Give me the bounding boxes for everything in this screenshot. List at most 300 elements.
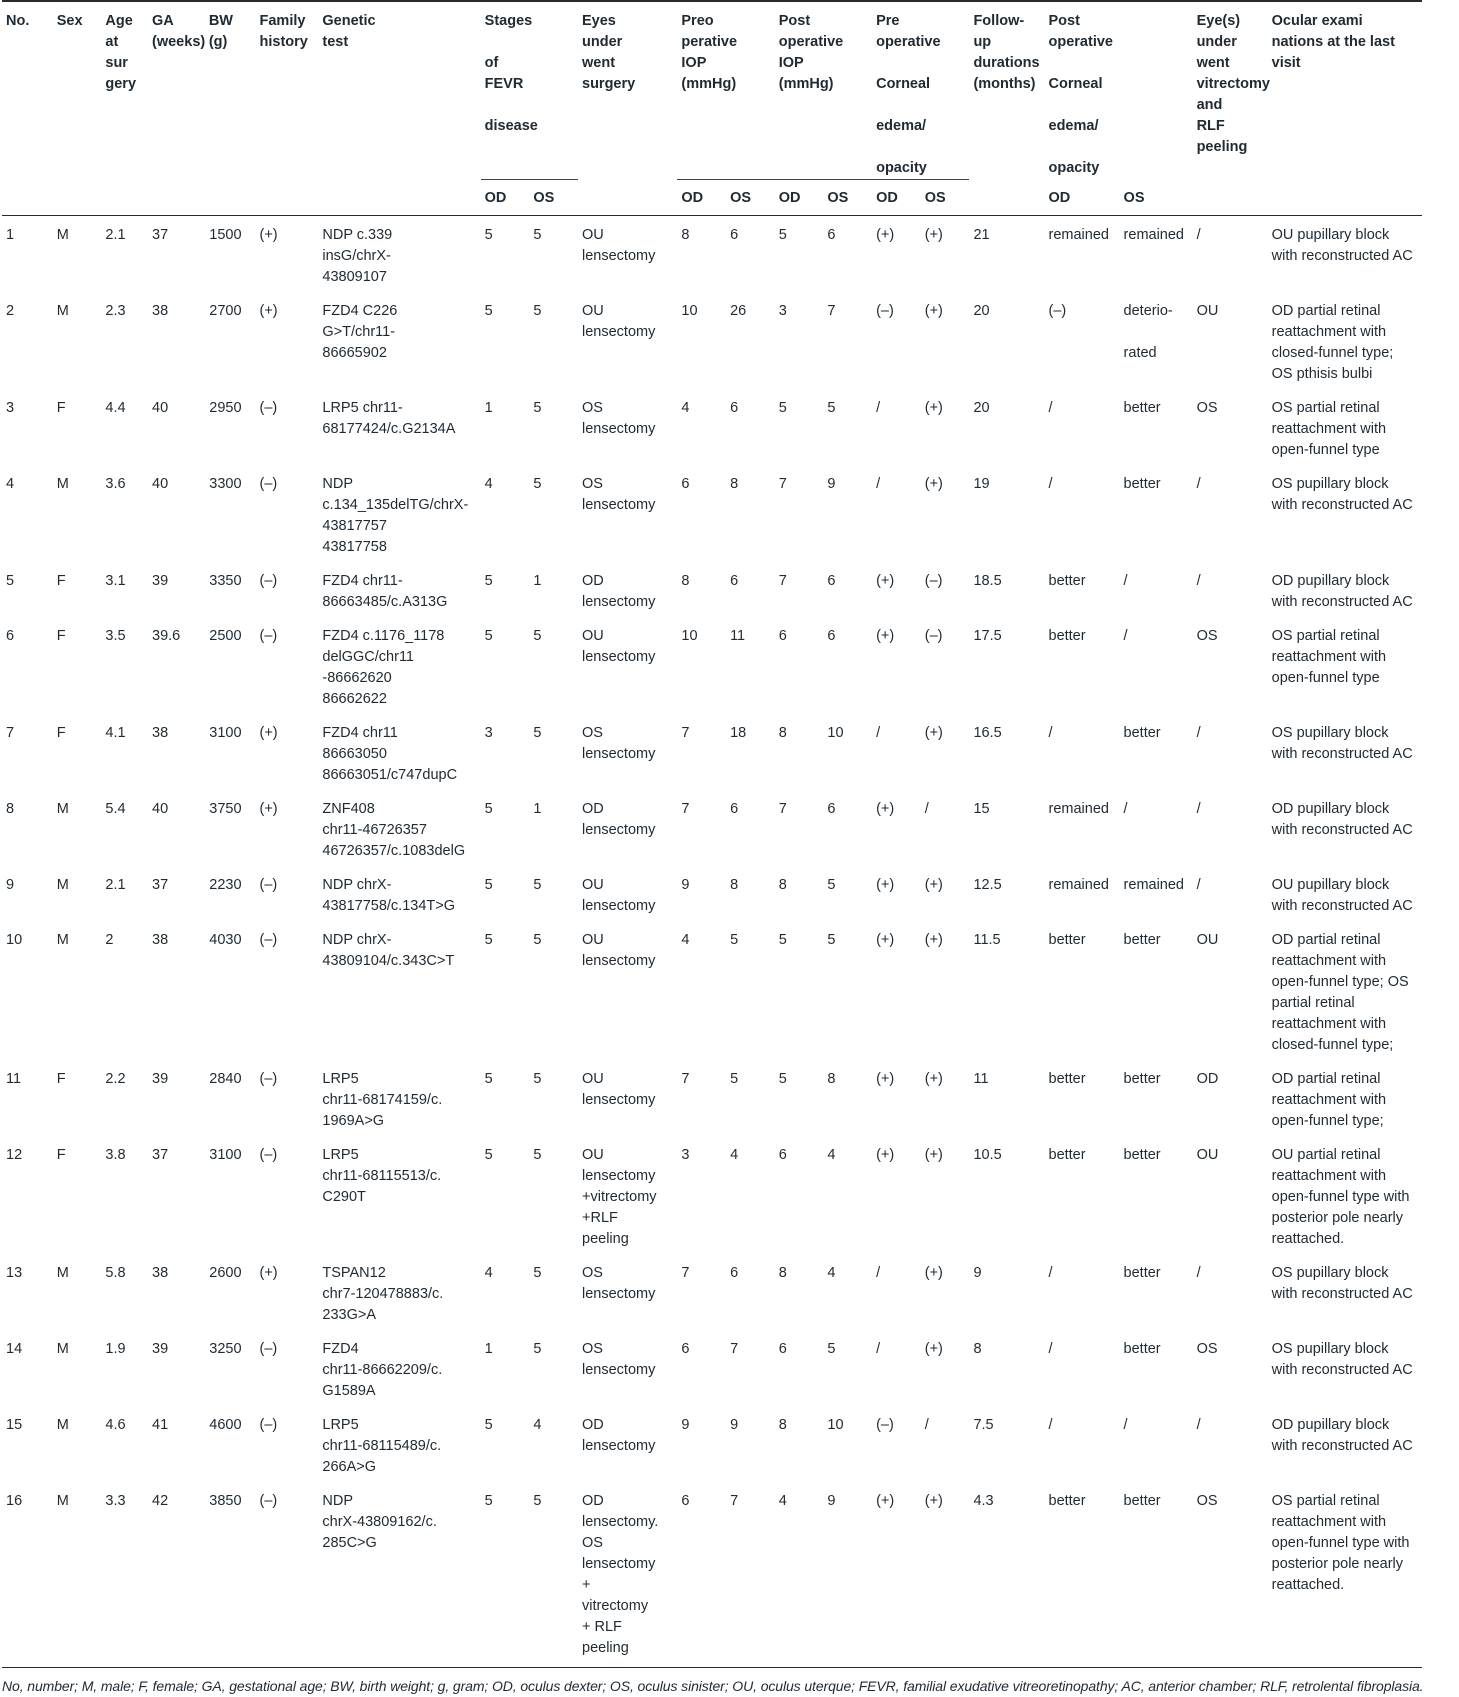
cell-no: 10 <box>6 932 23 948</box>
cell-poc-os: / <box>1123 1417 1128 1433</box>
cell-poc-od: remained <box>1048 227 1109 243</box>
cell-st-od: 3 <box>484 725 493 741</box>
cell-ga: 41 <box>152 1417 169 1433</box>
cell-ocu: OD pupillary block with reconstructed AC <box>1271 801 1413 838</box>
cell-poc-os: better <box>1123 725 1161 741</box>
cell-poc-od: / <box>1048 1417 1053 1433</box>
header-preiop: Preo perative IOP (mmHg) <box>677 1 774 180</box>
cell-poc-od: better <box>1048 628 1086 644</box>
table-row <box>2 465 1422 562</box>
cell-fu: 19 <box>973 476 990 492</box>
cell-eyes: OD lensectomy. OS lensectomy + vitrectomy + RLF peeling <box>578 1482 677 1668</box>
header-precorneal: Pre operative Corneal edema/ opacity <box>872 1 969 180</box>
cell-ocu: OD partial retinal reattachment with open-funnel type; OS partial retinal reattachment with closed-funnel type; <box>1271 932 1409 1053</box>
cell-post-od: 6 <box>778 628 787 644</box>
cell-no: 2 <box>6 303 15 319</box>
cell-eyes: OS lensectomy <box>582 1265 656 1302</box>
cell-no: 1 <box>6 227 15 243</box>
cell-post-os: 4 <box>827 1147 836 1163</box>
cell-gen: FZD4 chr11 86663050 86663051/c747dupC <box>322 725 458 783</box>
cell-fu: 11.5 <box>973 932 1001 948</box>
cell-post-os: 4 <box>827 1265 836 1281</box>
cell-gen: NDP chrX- 43817758/c.134T>G <box>322 877 456 914</box>
cell-age: 4.4 <box>105 400 126 416</box>
cell-eyes: OS lensectomy <box>582 1341 656 1378</box>
cell-sex: M <box>56 227 69 243</box>
table-row <box>2 562 1422 617</box>
cell-gen: FZD4 c.1176_1178 delGGC/chr11 -86662620 86662622 <box>322 628 445 707</box>
cell-age: 2.2 <box>105 1071 126 1087</box>
cell-ocu: OU pupillary block with reconstructed AC <box>1271 877 1413 914</box>
patient-table <box>2 0 1422 1668</box>
table-row <box>2 866 1422 921</box>
cell-pre-od: 7 <box>681 1265 690 1281</box>
header-stages-od: OD <box>484 190 507 206</box>
cell-pc-od: / <box>876 400 881 416</box>
cell-vit: OD <box>1196 1071 1219 1087</box>
cell-no: 12 <box>6 1147 23 1163</box>
cell-sex: M <box>56 1417 69 1433</box>
header-stages: Stages of FEVR disease <box>481 1 578 180</box>
cell-vit: / <box>1196 1417 1201 1433</box>
cell-poc-od: better <box>1048 1071 1086 1087</box>
cell-bw: 3100 <box>209 1147 242 1163</box>
cell-sex: M <box>56 303 69 319</box>
cell-ocu: OS partial retinal reattachment with open-funnel type with posterior pole nearly reattached. <box>1268 1482 1422 1668</box>
header-precorneal-od: OD <box>876 190 898 206</box>
cell-sex: M <box>56 877 69 893</box>
cell-fam: (–) <box>259 400 278 416</box>
cell-ga: 38 <box>152 1265 169 1281</box>
cell-no: 11 <box>6 1071 22 1087</box>
cell-st-od: 5 <box>484 1417 493 1433</box>
cell-no: 6 <box>6 628 15 644</box>
cell-bw: 3300 <box>209 476 242 492</box>
cell-pc-os: (+) <box>924 400 943 416</box>
cell-no: 5 <box>6 573 15 589</box>
cell-st-od: 5 <box>484 573 493 589</box>
cell-st-os: 4 <box>533 1417 542 1433</box>
cell-ga: 40 <box>152 801 169 817</box>
cell-eyes: OD lensectomy <box>582 573 656 610</box>
cell-age: 3.8 <box>105 1147 126 1163</box>
header-postcorneal-od: OD <box>1048 189 1071 206</box>
cell-pc-os: (+) <box>924 1265 943 1281</box>
cell-bw: 1500 <box>209 227 242 243</box>
cell-pc-os: (+) <box>921 1482 970 1668</box>
cell-post-os: 8 <box>827 1071 836 1087</box>
cell-sex: F <box>56 1071 66 1087</box>
cell-gen: NDP chrX- 43809104/c.343C>T <box>322 932 455 969</box>
cell-age: 3.3 <box>101 1482 148 1668</box>
cell-poc-od: / <box>1048 1341 1053 1357</box>
table-row <box>2 1482 1422 1668</box>
cell-pc-os: (+) <box>924 1147 943 1163</box>
cell-pre-od: 7 <box>681 801 690 817</box>
cell-bw: 2700 <box>209 303 242 319</box>
header-genetic: Genetic test <box>322 13 376 50</box>
cell-poc-od: better <box>1048 573 1086 589</box>
cell-fu: 17.5 <box>973 628 1002 644</box>
cell-pc-os: (+) <box>924 303 943 319</box>
table-row <box>2 714 1422 790</box>
cell-ga: 40 <box>152 400 169 416</box>
cell-bw: 4600 <box>209 1417 242 1433</box>
cell-bw: 3100 <box>209 725 242 741</box>
header-eyes: Eyes under went surgery <box>582 13 636 92</box>
cell-fu: 11 <box>973 1071 989 1087</box>
cell-vit: / <box>1196 476 1201 492</box>
cell-age: 2 <box>105 932 114 948</box>
cell-bw: 2600 <box>209 1265 242 1281</box>
cell-st-od: 1 <box>484 400 493 416</box>
cell-no: 7 <box>6 725 15 741</box>
cell-sex: F <box>56 573 66 589</box>
cell-bw: 3250 <box>209 1341 242 1357</box>
cell-sex: M <box>56 932 69 948</box>
cell-ocu: OS partial retinal reattachment with open-funnel type <box>1271 628 1387 686</box>
header-postiop-od: OD <box>778 190 801 206</box>
table-row <box>2 1060 1422 1136</box>
cell-ga: 38 <box>152 932 169 948</box>
cell-post-os: 5 <box>827 1341 836 1357</box>
cell-poc-os: better <box>1123 476 1161 492</box>
cell-post-od: 8 <box>778 725 787 741</box>
cell-pc-od: / <box>876 476 881 492</box>
cell-pc-od: (+) <box>876 801 895 817</box>
cell-bw: 2840 <box>209 1071 242 1087</box>
cell-ocu: OU partial retinal reattachment with open-funnel type with posterior pole nearly reattached. <box>1271 1147 1410 1247</box>
cell-st-od: 5 <box>484 303 493 319</box>
cell-bw: 3350 <box>209 573 242 589</box>
cell-pre-os: 6 <box>730 1265 739 1281</box>
cell-post-od: 8 <box>778 1265 787 1281</box>
cell-pre-od: 8 <box>681 227 690 243</box>
cell-gen: FZD4 chr11- 86663485/c.A313G <box>322 573 448 610</box>
cell-st-os: 5 <box>533 932 542 948</box>
header-postiop-os: OS <box>827 190 849 206</box>
cell-pc-od: (+) <box>876 1147 895 1163</box>
cell-sex: F <box>56 725 66 741</box>
cell-eyes: OS lensectomy <box>582 476 656 513</box>
cell-fam: (–) <box>259 628 278 644</box>
cell-eyes: OS lensectomy <box>582 725 656 762</box>
cell-pc-od: (+) <box>876 1071 895 1087</box>
cell-pre-os: 6 <box>730 227 739 243</box>
cell-pc-od: (+) <box>876 227 895 243</box>
cell-sex: M <box>56 801 69 817</box>
cell-poc-os: deterio- rated <box>1123 303 1173 361</box>
cell-post-os: 9 <box>827 476 836 492</box>
cell-pc-od: (+) <box>876 573 895 589</box>
cell-post-od: 6 <box>778 1341 787 1357</box>
cell-poc-od: better <box>1045 1482 1120 1668</box>
cell-fam: (–) <box>259 1341 278 1357</box>
cell-poc-od: / <box>1048 725 1053 741</box>
cell-ga: 39 <box>152 1071 169 1087</box>
cell-post-os: 10 <box>827 1417 844 1433</box>
cell-bw: 4030 <box>209 932 242 948</box>
cell-post-os: 6 <box>827 227 836 243</box>
cell-fu: 20 <box>973 400 990 416</box>
cell-poc-os: / <box>1123 801 1128 817</box>
cell-age: 4.1 <box>105 725 126 741</box>
cell-poc-od: better <box>1048 932 1086 948</box>
cell-age: 2.1 <box>105 877 126 893</box>
table-row <box>2 1136 1422 1254</box>
cell-no: 8 <box>6 801 15 817</box>
cell-ocu: OD pupillary block with reconstructed AC <box>1271 573 1413 610</box>
cell-ocu: OS pupillary block with reconstructed AC <box>1271 725 1413 762</box>
cell-pre-os: 6 <box>730 573 739 589</box>
cell-st-os: 5 <box>533 1071 542 1087</box>
cell-vit: OU <box>1196 1147 1219 1163</box>
cell-poc-os: better <box>1123 1265 1161 1281</box>
cell-pre-os: 5 <box>730 932 739 948</box>
cell-sex: M <box>56 1265 69 1281</box>
cell-st-os: 1 <box>533 573 542 589</box>
cell-fam: (–) <box>259 1147 278 1163</box>
cell-st-os: 5 <box>533 1265 542 1281</box>
cell-ocu: OD partial retinal reattachment with open-funnel type; <box>1271 1071 1387 1129</box>
cell-pre-os: 8 <box>730 476 739 492</box>
cell-bw: 3850 <box>205 1482 256 1668</box>
cell-pre-od: 9 <box>681 1417 690 1433</box>
cell-st-os: 5 <box>533 1341 542 1357</box>
table-footnote: No, number; M, male; F, female; GA, gestational age; BW, birth weight; g, gram; OD, oculus dexter; OS, oculus sinister; OU, oculus uterque; FEVR, familial exudative vitreoretinopathy; AC, anterior chamber; RLF, retrolental fibroplasia. <box>2 1678 1424 1694</box>
cell-fam: (–) <box>259 1071 278 1087</box>
cell-pc-os: (+) <box>924 476 943 492</box>
cell-st-od: 4 <box>484 1265 493 1281</box>
header-precorneal-os: OS <box>924 190 946 206</box>
cell-st-os: 5 <box>533 628 542 644</box>
cell-eyes: OU lensectomy <box>582 1071 656 1108</box>
cell-post-os: 10 <box>827 725 844 741</box>
table-row <box>2 617 1422 714</box>
cell-st-od: 5 <box>484 932 493 948</box>
cell-pc-od: (–) <box>876 303 894 319</box>
cell-post-od: 5 <box>778 400 787 416</box>
header-bw: BW (g) <box>208 13 233 50</box>
cell-poc-os: better <box>1123 400 1161 416</box>
cell-pc-os: / <box>924 1417 929 1433</box>
cell-poc-os: better <box>1120 1482 1193 1668</box>
cell-age: 1.9 <box>105 1341 126 1357</box>
cell-eyes: OU lensectomy <box>582 227 656 264</box>
cell-st-od: 5 <box>484 628 493 644</box>
cell-post-od: 7 <box>778 801 787 817</box>
cell-no: 9 <box>6 877 15 893</box>
cell-poc-od: / <box>1048 400 1053 416</box>
cell-no: 13 <box>6 1265 23 1281</box>
header-vitrectomy: Eye(s) under went vitrectomy and RLF peeling <box>1196 13 1270 155</box>
header-stages-os: OS <box>533 190 555 206</box>
cell-ga: 38 <box>152 725 169 741</box>
cell-vit: OS <box>1196 400 1218 416</box>
cell-age: 5.4 <box>105 801 126 817</box>
cell-age: 3.6 <box>105 476 126 492</box>
table-row <box>2 790 1422 866</box>
table-row <box>2 292 1422 389</box>
cell-sex: M <box>56 1341 69 1357</box>
cell-poc-od: better <box>1048 1147 1086 1163</box>
cell-eyes: OU lensectomy <box>582 932 656 969</box>
cell-fam: (–) <box>259 877 278 893</box>
cell-fam: (–) <box>259 932 278 948</box>
cell-poc-os: / <box>1123 573 1128 589</box>
cell-fam: (+) <box>259 801 278 817</box>
table-row <box>2 1406 1422 1482</box>
cell-pc-od: (+) <box>876 628 895 644</box>
table-header <box>2 1 1422 216</box>
cell-pre-od: 4 <box>681 932 690 948</box>
cell-no: 4 <box>6 476 15 492</box>
cell-gen: ZNF408 chr11-46726357 46726357/c.1083delG <box>322 801 466 859</box>
cell-gen: LRP5 chr11-68174159/c. 1969A>G <box>322 1071 443 1129</box>
cell-eyes: OU lensectomy <box>582 628 656 665</box>
cell-ocu: OD pupillary block with reconstructed AC <box>1271 1417 1413 1454</box>
cell-pre-os: 6 <box>730 801 739 817</box>
cell-poc-od: remained <box>1048 877 1109 893</box>
cell-pre-od: 6 <box>681 476 690 492</box>
cell-post-od: 7 <box>778 476 787 492</box>
cell-poc-os: remained <box>1123 227 1184 243</box>
cell-st-os: 1 <box>533 801 542 817</box>
cell-pre-od: 8 <box>681 573 690 589</box>
cell-st-od: 5 <box>484 877 493 893</box>
cell-ocu: OS pupillary block with reconstructed AC <box>1271 1341 1413 1378</box>
cell-pre-od: 9 <box>681 877 690 893</box>
cell-st-os: 5 <box>533 1147 542 1163</box>
header-ga: GA (weeks) <box>152 13 206 50</box>
cell-pre-os: 8 <box>730 877 739 893</box>
cell-st-os: 5 <box>533 877 542 893</box>
cell-post-od: 8 <box>778 877 787 893</box>
cell-st-od: 4 <box>484 476 493 492</box>
cell-poc-od: remained <box>1048 801 1109 817</box>
cell-age: 3.1 <box>105 573 126 589</box>
cell-age: 2.1 <box>105 227 126 243</box>
cell-post-od: 5 <box>778 1071 787 1087</box>
cell-pre-os: 9 <box>730 1417 739 1433</box>
cell-st-od: 5 <box>484 1147 493 1163</box>
cell-sex: F <box>56 628 66 644</box>
cell-eyes: OD lensectomy <box>582 801 656 838</box>
cell-gen: NDP c.134_135delTG/chrX- 43817757 43817758 <box>322 476 469 555</box>
header-postcorneal: Post operative Corneal edema/ opacity <box>1048 13 1113 176</box>
cell-post-os: 9 <box>823 1482 872 1668</box>
cell-fu: 16.5 <box>973 725 1002 741</box>
cell-fam: (+) <box>259 303 278 319</box>
cell-fu: 20 <box>973 303 990 319</box>
cell-post-os: 7 <box>827 303 836 319</box>
cell-vit: / <box>1196 725 1201 741</box>
cell-gen: FZD4 C226 G>T/chr11- 86665902 <box>322 303 398 361</box>
cell-st-od: 5 <box>481 1482 530 1668</box>
cell-fu: 4.3 <box>969 1482 1044 1668</box>
cell-pre-os: 7 <box>726 1482 775 1668</box>
cell-no: 15 <box>6 1417 23 1433</box>
cell-pc-od: (+) <box>876 877 895 893</box>
cell-pc-os: (+) <box>924 725 943 741</box>
cell-bw: 2950 <box>209 400 242 416</box>
cell-fu: 12.5 <box>973 877 1002 893</box>
cell-pre-od: 3 <box>681 1147 690 1163</box>
cell-gen: LRP5 chr11-68115489/c. 266A>G <box>322 1417 442 1475</box>
table-row <box>2 1254 1422 1330</box>
cell-fam: (–) <box>256 1482 319 1668</box>
cell-st-os: 5 <box>533 476 542 492</box>
cell-post-os: 5 <box>827 400 836 416</box>
cell-vit: OS <box>1193 1482 1268 1668</box>
cell-no: 16 <box>2 1482 53 1668</box>
cell-poc-od: (–) <box>1048 303 1067 319</box>
cell-poc-os: better <box>1123 1147 1161 1163</box>
cell-post-od: 7 <box>778 573 787 589</box>
cell-poc-od: / <box>1048 1265 1053 1281</box>
cell-age: 5.8 <box>105 1265 126 1281</box>
cell-pc-os: (+) <box>924 227 943 243</box>
cell-post-od: 5 <box>778 227 787 243</box>
cell-vit: OU <box>1196 303 1219 319</box>
cell-poc-os: better <box>1123 1071 1161 1087</box>
table-row <box>2 921 1422 1060</box>
cell-pre-os: 7 <box>730 1341 739 1357</box>
cell-pre-os: 4 <box>730 1147 739 1163</box>
cell-gen: LRP5 chr11- 68177424/c.G2134A <box>322 400 456 437</box>
cell-st-os: 5 <box>529 1482 578 1668</box>
cell-gen: FZD4 chr11-86662209/c. G1589A <box>322 1341 443 1399</box>
cell-pc-os: / <box>924 801 929 817</box>
cell-post-os: 5 <box>827 932 836 948</box>
header-followup: Follow- up durations (months) <box>973 13 1040 92</box>
cell-post-od: 3 <box>778 303 787 319</box>
cell-pc-os: (+) <box>924 877 943 893</box>
cell-eyes: OU lensectomy <box>582 303 656 340</box>
cell-post-od: 8 <box>778 1417 787 1433</box>
cell-post-od: 5 <box>778 932 787 948</box>
cell-post-os: 5 <box>827 877 836 893</box>
cell-pre-os: 6 <box>730 400 739 416</box>
cell-ga: 37 <box>152 227 169 243</box>
cell-fam: (+) <box>259 725 278 741</box>
header-postiop: Post operative IOP (mmHg) <box>775 1 872 180</box>
header-preiop-os: OS <box>730 190 752 206</box>
cell-pc-os: (+) <box>924 932 943 948</box>
cell-bw: 3750 <box>209 801 242 817</box>
cell-fam: (–) <box>259 476 278 492</box>
cell-eyes: OD lensectomy <box>582 1417 656 1454</box>
cell-fu: 8 <box>973 1341 982 1357</box>
cell-ga: 40 <box>152 476 169 492</box>
table-body <box>2 216 1422 1668</box>
header-age: Age at sur gery <box>105 13 137 92</box>
cell-fu: 21 <box>973 227 990 243</box>
cell-pre-os: 26 <box>730 303 747 319</box>
cell-vit: OS <box>1196 628 1218 644</box>
header-postcorneal-os: OS <box>1123 189 1145 206</box>
cell-pre-os: 5 <box>730 1071 739 1087</box>
cell-ga: 39 <box>152 1341 169 1357</box>
cell-sex: F <box>56 400 66 416</box>
cell-fam: (+) <box>259 227 278 243</box>
cell-post-od: 4 <box>775 1482 824 1668</box>
cell-fu: 10.5 <box>973 1147 1002 1163</box>
cell-fu: 18.5 <box>973 573 1002 589</box>
cell-pc-os: (+) <box>924 1341 943 1357</box>
header-sex: Sex <box>56 13 83 29</box>
cell-pre-od: 4 <box>681 400 690 416</box>
